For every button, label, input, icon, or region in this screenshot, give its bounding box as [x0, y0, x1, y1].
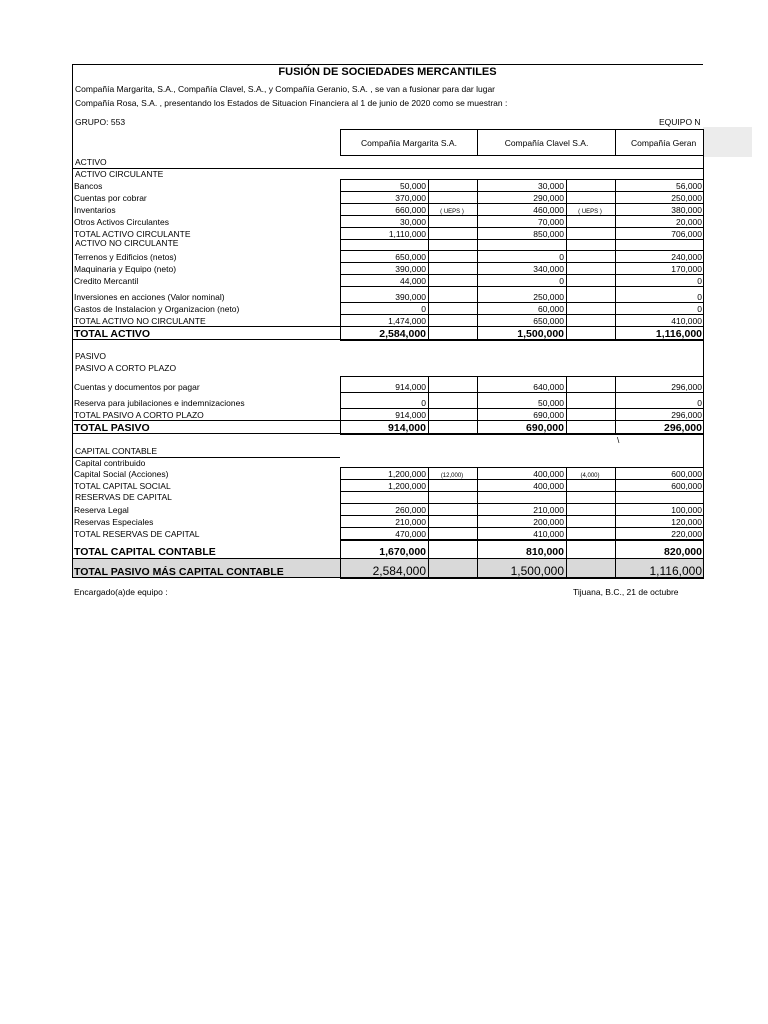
value-cell-inventarios-1: 460,000: [477, 203, 567, 216]
value-cell-reservas_esp-1: 200,000: [477, 515, 567, 528]
row-label-total_pcp: TOTAL PASIVO A CORTO PLAZO: [74, 410, 204, 420]
note-cell-cuentas_pagar-1: [566, 376, 616, 393]
section-pasivo-corto: PASIVO A CORTO PLAZO: [75, 363, 177, 373]
value-cell-total_cs-0: 1,200,000: [340, 479, 429, 492]
value-cell-inversiones-2: 0: [615, 286, 704, 303]
value-cell-reserva_jub-1: 50,000: [477, 392, 567, 409]
value-cell-cuentas_cobrar-1: 290,000: [477, 191, 567, 204]
value-cell-total_cs-2: 600,000: [615, 479, 704, 492]
section-capital-contribuido: Capital contribuido: [75, 458, 146, 468]
value-cell-terrenos-0: 650,000: [340, 250, 429, 263]
note-cell-total_pasivo-0: [428, 420, 478, 435]
value-cell-total_pcp-2: 296,000: [615, 408, 704, 421]
note-cell-total_activo-0: [428, 326, 478, 341]
note-cell-reserva_jub-0: [428, 392, 478, 409]
value-cell-cuentas_pagar-2: 296,000: [615, 376, 704, 393]
row-label-total_pmc: TOTAL PASIVO MÁS CAPITAL CONTABLE: [74, 566, 284, 578]
row-label-bancos: Bancos: [74, 181, 103, 191]
note-cell-total_cc-0: [428, 540, 478, 559]
value-cell-bancos-2: 56,000: [615, 179, 704, 192]
row-label-reservas_esp: Reservas Especiales: [74, 517, 154, 527]
frame-top-border: [72, 64, 703, 65]
row-label-cuentas_cobrar: Cuentas por cobrar: [74, 193, 147, 203]
value-cell-capital_social-1: 400,000: [477, 467, 567, 480]
value-cell-total_rc-0: 470,000: [340, 527, 429, 540]
value-cell-otros_activos-2: 20,000: [615, 215, 704, 228]
value-cell-reservas_esp-2: 120,000: [615, 515, 704, 528]
value-cell-cuentas_pagar-0: 914,000: [340, 376, 429, 393]
value-cell-reserva_jub-0: 0: [340, 392, 429, 409]
value-cell-otros_activos-0: 30,000: [340, 215, 429, 228]
value-cell-total_cs-1: 400,000: [477, 479, 567, 492]
note-cell-total_pmc-0: [428, 558, 478, 579]
value-cell-inversiones-0: 390,000: [340, 286, 429, 303]
note-cell-capital_social-1: (4,000): [566, 467, 616, 480]
document-title: FUSIÓN DE SOCIEDADES MERCANTILES: [278, 66, 497, 78]
value-cell-inventarios-2: 380,000: [615, 203, 704, 216]
value-cell-total_pcp-1: 690,000: [477, 408, 567, 421]
divider: [72, 168, 703, 169]
value-cell-gastos-0: 0: [340, 302, 429, 315]
value-cell-capital_social-2: 600,000: [615, 467, 704, 480]
note-cell-total_pasivo-1: [566, 420, 616, 435]
value-cell-total_pasivo-0: 914,000: [340, 420, 429, 435]
stray-backslash: \: [617, 435, 620, 445]
note-cell-total_pmc-1: [566, 558, 616, 579]
value-cell-capital_social-0: 1,200,000: [340, 467, 429, 480]
note-cell-inventarios-0: ( UEPS ): [428, 203, 478, 216]
frame-right-border: [703, 129, 704, 579]
row-label-total_ac: TOTAL ACTIVO CIRCULANTE: [74, 229, 191, 239]
note-cell-total_cc-1: [566, 540, 616, 559]
column-header-geranio: Compañía Geran: [615, 129, 704, 156]
row-label-reserva_jub: Reserva para jubilaciones e indemnizaciones: [74, 398, 245, 408]
value-cell-total_anc-0: 1,474,000: [340, 314, 429, 327]
value-cell-cuentas_pagar-1: 640,000: [477, 376, 567, 393]
value-cell-otros_activos-1: 70,000: [477, 215, 567, 228]
value-cell-reserva_legal-2: 100,000: [615, 503, 704, 516]
value-cell-maquinaria-0: 390,000: [340, 262, 429, 275]
value-cell-reserva_legal-1: 210,000: [477, 503, 567, 516]
value-cell-gastos-2: 0: [615, 302, 704, 315]
value-cell-credito-0: 44,000: [340, 274, 429, 287]
value-cell-total_ac-1: 850,000: [477, 227, 567, 240]
intro-line-2: Compañía Rosa, S.A. , presentando los Estados de Situacion Financiera al 1 de junio de 2020 como se muestran :: [75, 98, 508, 108]
row-label-total_pasivo: TOTAL PASIVO: [74, 422, 150, 434]
value-cell-total_pasivo-2: 296,000: [615, 420, 704, 435]
row-label-cuentas_pagar: Cuentas y documentos por pagar: [74, 382, 200, 392]
header-overflow-strip: [703, 127, 752, 157]
value-cell-total_cc-0: 1,670,000: [340, 540, 429, 559]
value-cell-cuentas_cobrar-2: 250,000: [615, 191, 704, 204]
value-cell-maquinaria-1: 340,000: [477, 262, 567, 275]
row-label-total_cc: TOTAL CAPITAL CONTABLE: [74, 546, 216, 558]
value-cell-total_cc-2: 820,000: [615, 540, 704, 559]
row-label-gastos: Gastos de Instalacion y Organizacion (neto): [74, 304, 240, 314]
value-cell-total_pmc-0: 2,584,000: [340, 558, 429, 579]
note-cell-inversiones-0: [428, 286, 478, 303]
note-cell-capital_social-0: (12,000): [428, 467, 478, 480]
value-cell-total_cc-1: 810,000: [477, 540, 567, 559]
note-cell-inventarios-1: ( UEPS ): [566, 203, 616, 216]
section-activo-circulante: ACTIVO CIRCULANTE: [75, 169, 164, 179]
note-cell-total_rc-0: [428, 527, 478, 540]
value-cell-reserva_jub-2: 0: [615, 392, 704, 409]
grupo-label: GRUPO: 553: [75, 117, 126, 127]
value-cell-inventarios-0: 660,000: [340, 203, 429, 216]
footer-encargado: Encargado(a)de equipo :: [74, 587, 168, 597]
value-cell-reserva_legal-0: 260,000: [340, 503, 429, 516]
row-label-reserva_legal: Reserva Legal: [74, 505, 129, 515]
frame-left-border: [72, 64, 73, 578]
column-header-margarita: Compañía Margarita S.A.: [340, 129, 478, 156]
row-label-maquinaria: Maquinaria y Equipo (neto): [74, 264, 177, 274]
value-cell-credito-1: 0: [477, 274, 567, 287]
value-cell-total_rc-2: 220,000: [615, 527, 704, 540]
equipo-label: EQUIPO N: [659, 118, 701, 127]
column-header-clavel: Compañía Clavel S.A.: [477, 129, 616, 156]
value-cell-total_ac-2: 706,000: [615, 227, 704, 240]
section-activo: ACTIVO: [75, 157, 107, 167]
value-cell-total_pasivo-1: 690,000: [477, 420, 567, 435]
row-label-otros_activos: Otros Activos Circulantes: [74, 217, 169, 227]
section-capital-contable: CAPITAL CONTABLE: [75, 446, 158, 456]
row-label-inventarios: Inventarios: [74, 205, 116, 215]
row-label-inversiones: Inversiones en acciones (Valor nominal): [74, 292, 225, 302]
note-cell-total_rc-1: [566, 527, 616, 540]
note-cell-cuentas_pagar-0: [428, 376, 478, 393]
note-cell-reserva_jub-1: [566, 392, 616, 409]
value-cell-maquinaria-2: 170,000: [615, 262, 704, 275]
value-cell-total_pmc-1: 1,500,000: [477, 558, 567, 579]
note-cell-total_activo-1: [566, 326, 616, 341]
row-label-total_cs: TOTAL CAPITAL SOCIAL: [74, 481, 171, 491]
row-label-total_rc: TOTAL RESERVAS DE CAPITAL: [74, 529, 200, 539]
value-cell-bancos-1: 30,000: [477, 179, 567, 192]
footer-fecha: Tijuana, B.C., 21 de octubre: [573, 588, 679, 597]
value-cell-total_activo-1: 1,500,000: [477, 326, 567, 341]
value-cell-total_rc-1: 410,000: [477, 527, 567, 540]
row-label-total_activo: TOTAL ACTIVO: [74, 328, 151, 340]
value-cell-inversiones-1: 250,000: [477, 286, 567, 303]
value-cell-gastos-1: 60,000: [477, 302, 567, 315]
value-cell-total_anc-2: 410,000: [615, 314, 704, 327]
value-cell-total_pcp-0: 914,000: [340, 408, 429, 421]
value-cell-bancos-0: 50,000: [340, 179, 429, 192]
value-cell-total_anc-1: 650,000: [477, 314, 567, 327]
value-cell-cuentas_cobrar-0: 370,000: [340, 191, 429, 204]
intro-line-1: Compañía Margarita, S.A., Compañía Clavel, S.A., y Compañía Geranio, S.A. , se van a fusionar para dar lugar: [75, 84, 496, 94]
value-cell-terrenos-1: 0: [477, 250, 567, 263]
value-cell-credito-2: 0: [615, 274, 704, 287]
section-pasivo: PASIVO: [75, 351, 107, 361]
value-cell-total_pmc-2: 1,116,000: [615, 558, 704, 579]
section-activo-no-circulante: ACTIVO NO CIRCULANTE: [75, 238, 179, 248]
section-reservas-capital: RESERVAS DE CAPITAL: [75, 492, 172, 502]
row-label-total_anc: TOTAL ACTIVO NO CIRCULANTE: [74, 316, 206, 326]
row-label-capital_social: Capital Social (Acciones): [74, 469, 169, 479]
value-cell-total_activo-2: 1,116,000: [615, 326, 704, 341]
row-label-terrenos: Terrenos y Edificios (netos): [74, 252, 177, 262]
row-label-credito: Credito Mercantil: [74, 276, 139, 286]
value-cell-terrenos-2: 240,000: [615, 250, 704, 263]
value-cell-total_ac-0: 1,110,000: [340, 227, 429, 240]
value-cell-total_activo-0: 2,584,000: [340, 326, 429, 341]
note-cell-inversiones-1: [566, 286, 616, 303]
value-cell-reservas_esp-0: 210,000: [340, 515, 429, 528]
